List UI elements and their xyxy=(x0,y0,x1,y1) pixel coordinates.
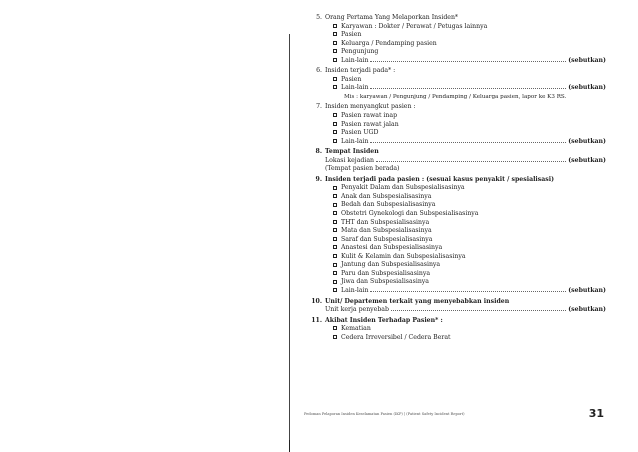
checkbox[interactable] xyxy=(333,211,337,215)
section-8-location xyxy=(306,148,606,174)
specify-label: (sebutkan) xyxy=(568,84,606,92)
option-family[interactable]: Keluarga / Pendamping pasien xyxy=(306,40,606,49)
fill-in-line[interactable] xyxy=(391,310,566,311)
checkbox[interactable] xyxy=(333,237,337,241)
checkbox[interactable] xyxy=(333,254,337,258)
section-6-incident-on xyxy=(306,67,606,101)
checkbox[interactable] xyxy=(333,58,337,62)
checkbox[interactable] xyxy=(333,194,337,198)
section-11-consequence xyxy=(306,317,606,343)
checkbox[interactable] xyxy=(333,186,337,190)
checkbox[interactable] xyxy=(333,122,337,126)
option-death[interactable]: Kematian xyxy=(306,325,606,334)
section-title: Insiden terjadi pada pasien : (sesuai kasus penyakit / spesialisasi) xyxy=(325,175,555,183)
checkbox[interactable] xyxy=(333,41,337,45)
checkbox[interactable] xyxy=(333,130,337,134)
section-title: Orang Pertama Yang Melaporkan Insiden* xyxy=(325,14,459,21)
section-title: Insiden terjadi pada* : xyxy=(325,67,396,75)
option-outpatient[interactable]: Pasien rawat jalan xyxy=(306,121,606,130)
checkbox[interactable] xyxy=(333,139,337,143)
option-surgery[interactable]: Bedah dan Subspesialisasinya xyxy=(306,201,606,210)
option-neurology[interactable]: Saraf dan Subspesialisasinya xyxy=(306,236,606,245)
location-field[interactable] xyxy=(306,157,606,166)
field-hint: (Tempat pasien berada) xyxy=(325,165,400,173)
option-ent[interactable]: THT dan Subspesialisasinya xyxy=(306,219,606,228)
section-title: Insiden menyangkut pasien : xyxy=(325,103,416,111)
page-fold-line xyxy=(289,34,290,452)
section-5-reporter xyxy=(306,14,606,65)
checkbox[interactable] xyxy=(333,203,337,207)
option-cardiology[interactable]: Jantung dan Subspesialisasinya xyxy=(306,261,606,270)
page-footer xyxy=(300,409,610,421)
checkbox[interactable] xyxy=(333,335,337,339)
option-obgyn[interactable]: Obstetri Gynekologi dan Subspesialisasinya xyxy=(306,210,606,219)
section-title: Tempat Insiden xyxy=(325,148,379,156)
checkbox[interactable] xyxy=(333,326,337,330)
checkbox[interactable] xyxy=(333,220,337,224)
fill-in-line[interactable] xyxy=(370,88,566,89)
option-other[interactable]: Lain-lain (sebutkan) xyxy=(306,287,606,296)
option-patient[interactable]: Pasien xyxy=(306,31,606,40)
section-9-specialty xyxy=(306,176,606,296)
option-anesthesia[interactable]: Anastesi dan Subspesialisasinya xyxy=(306,244,606,253)
fill-in-line[interactable] xyxy=(376,161,566,162)
section-7-patient-type xyxy=(306,103,606,146)
checkbox[interactable] xyxy=(333,32,337,36)
section-number: 9. xyxy=(315,175,322,183)
section-number: 6. xyxy=(316,67,322,75)
option-other[interactable]: Lain-lain (sebutkan) xyxy=(306,84,606,93)
specify-label: (sebutkan) xyxy=(568,137,606,145)
page-number: 31 xyxy=(588,407,604,420)
checkbox[interactable] xyxy=(333,228,337,232)
option-patient[interactable]: Pasien xyxy=(306,76,606,85)
field-label: Lokasi kejadian xyxy=(325,156,375,164)
option-inpatient[interactable]: Pasien rawat inap xyxy=(306,112,606,121)
section-title: Unit/ Departemen terkait yang menyebabkan insiden xyxy=(325,297,510,305)
fill-in-line[interactable] xyxy=(370,142,566,143)
specify-label: (sebutkan) xyxy=(568,286,606,294)
fill-in-line[interactable] xyxy=(370,291,566,292)
option-psychiatry[interactable]: Jiwa dan Subspesialisasinya xyxy=(306,278,606,287)
option-emergency[interactable]: Pasien UGD xyxy=(306,129,606,138)
checkbox[interactable] xyxy=(333,24,337,28)
checkbox[interactable] xyxy=(333,280,337,284)
checkbox[interactable] xyxy=(333,263,337,267)
section-number: 5. xyxy=(316,14,322,21)
fill-in-line[interactable] xyxy=(370,61,566,62)
checkbox[interactable] xyxy=(333,288,337,292)
specify-label: (sebutkan) xyxy=(568,306,606,314)
specify-label: (sebutkan) xyxy=(568,56,606,64)
checkbox[interactable] xyxy=(333,245,337,249)
form-content xyxy=(306,14,606,344)
page-edge-mark xyxy=(289,440,290,452)
checkbox[interactable] xyxy=(333,49,337,53)
option-severe-injury[interactable]: Cedera Irreversibel / Cedera Berat xyxy=(306,334,606,343)
specify-label: (sebutkan) xyxy=(568,156,606,164)
option-pulmonology[interactable]: Paru dan Subspesialisasinya xyxy=(306,270,606,279)
footer-text: Pedoman Pelaporan Insiden Keselamatan Pasien (IKP) | (Patient Safety Incident Report) xyxy=(304,412,465,416)
option-dermatology[interactable]: Kulit & Kelamin dan Subspesialisasinya xyxy=(306,253,606,262)
checkbox[interactable] xyxy=(333,85,337,89)
option-other[interactable]: Lain-lain (sebutkan) xyxy=(306,57,606,66)
checkbox[interactable] xyxy=(333,271,337,275)
section-number: 10. xyxy=(311,297,322,305)
section-10-unit xyxy=(306,298,606,315)
section-number: 11. xyxy=(311,316,322,324)
option-internal-medicine[interactable]: Penyakit Dalam dan Subspesialisasinya xyxy=(306,184,606,193)
checkbox[interactable] xyxy=(333,113,337,117)
section-number: 7. xyxy=(316,103,322,111)
option-other[interactable]: Lain-lain (sebutkan) xyxy=(306,138,606,147)
section-number: 8. xyxy=(315,148,322,156)
section-title: Akibat Insiden Terhadap Pasien* : xyxy=(325,316,443,324)
unit-field[interactable] xyxy=(306,306,606,315)
option-employee[interactable]: Karyawan : Dokter / Perawat / Petugas lainnya xyxy=(306,23,606,32)
option-ophthalmology[interactable]: Mata dan Subspesialisasinya xyxy=(306,227,606,236)
option-visitor[interactable]: Pengunjung xyxy=(306,48,606,57)
section-note: Mis : karyawan / Pengunjung / Pendamping / Keluarga pasien, lapor ke K3 RS. xyxy=(344,93,567,100)
checkbox[interactable] xyxy=(333,77,337,81)
option-pediatrics[interactable]: Anak dan Subspesialisasinya xyxy=(306,193,606,202)
field-label: Unit kerja penyebab xyxy=(325,306,389,314)
